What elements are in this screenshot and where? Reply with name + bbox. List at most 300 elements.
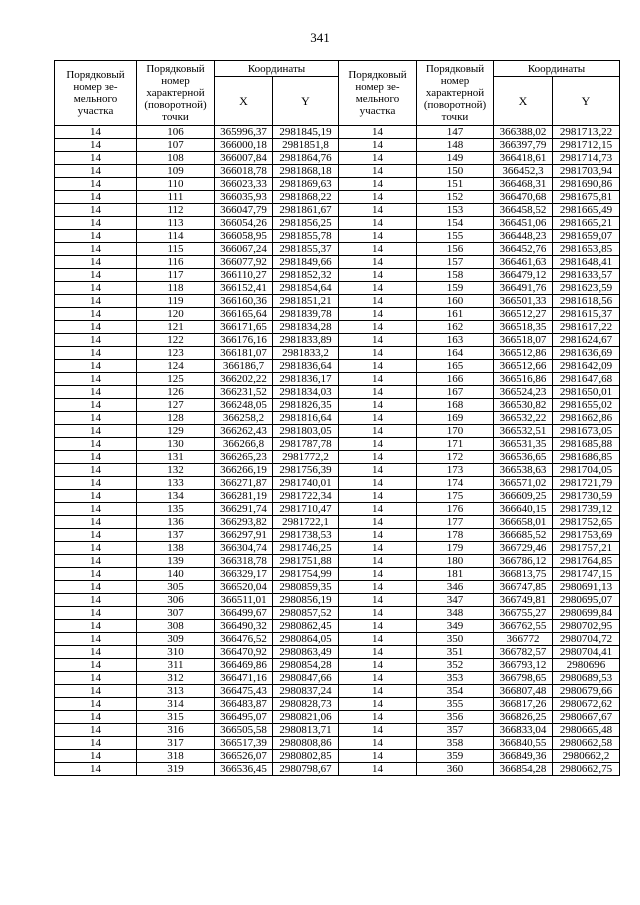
x-coordinate-cell: 366516,86	[494, 373, 553, 386]
y-coordinate-cell: 2981633,57	[553, 269, 620, 282]
x-coordinate-cell: 366536,45	[215, 763, 273, 776]
x-coordinate-cell: 366110,27	[215, 269, 273, 282]
point-number-cell: 111	[137, 191, 215, 204]
x-coordinate-cell: 366817,26	[494, 698, 553, 711]
parcel-number-cell: 14	[55, 152, 137, 165]
x-coordinate-cell: 366007,84	[215, 152, 273, 165]
x-coordinate-cell: 366532,51	[494, 425, 553, 438]
point-number-cell: 157	[417, 256, 494, 269]
table-row	[55, 321, 620, 334]
point-number-cell: 311	[137, 659, 215, 672]
y-coordinate-cell: 2981721,79	[553, 477, 620, 490]
parcel-number-cell: 14	[339, 607, 417, 620]
y-coordinate-cell: 2981864,76	[273, 152, 339, 165]
table-row	[55, 711, 620, 724]
x-coordinate-cell: 366793,12	[494, 659, 553, 672]
y-coordinate-cell: 2981856,25	[273, 217, 339, 230]
page-number: 341	[310, 30, 330, 45]
table-row	[55, 607, 620, 620]
parcel-number-cell: 14	[55, 659, 137, 672]
y-coordinate-cell: 2981757,21	[553, 542, 620, 555]
y-coordinate-cell: 2980863,49	[273, 646, 339, 659]
point-number-cell: 346	[417, 581, 494, 594]
point-number-cell: 126	[137, 386, 215, 399]
parcel-number-cell: 14	[55, 295, 137, 308]
parcel-number-cell: 14	[55, 646, 137, 659]
parcel-number-cell: 14	[339, 711, 417, 724]
point-number-cell: 357	[417, 724, 494, 737]
x-coordinate-cell: 366755,27	[494, 607, 553, 620]
x-coordinate-cell: 366023,33	[215, 178, 273, 191]
x-coordinate-cell: 366479,12	[494, 269, 553, 282]
parcel-number-cell: 14	[55, 204, 137, 217]
point-number-cell: 358	[417, 737, 494, 750]
parcel-number-cell: 14	[55, 568, 137, 581]
parcel-number-cell: 14	[55, 360, 137, 373]
y-coordinate-cell: 2981623,59	[553, 282, 620, 295]
y-coordinate-cell: 2981712,15	[553, 139, 620, 152]
parcel-number-cell: 14	[339, 126, 417, 139]
parcel-number-cell: 14	[339, 698, 417, 711]
x-coordinate-cell: 366165,64	[215, 308, 273, 321]
point-number-cell: 360	[417, 763, 494, 776]
parcel-number-cell: 14	[339, 646, 417, 659]
point-number-cell: 310	[137, 646, 215, 659]
point-number-cell: 180	[417, 555, 494, 568]
y-coordinate-cell: 2981648,41	[553, 256, 620, 269]
header-y: Y	[553, 77, 620, 126]
x-coordinate-cell: 366452,3	[494, 165, 553, 178]
x-coordinate-cell: 366826,25	[494, 711, 553, 724]
y-coordinate-cell: 2980798,67	[273, 763, 339, 776]
y-coordinate-cell: 2980662,75	[553, 763, 620, 776]
x-coordinate-cell: 366495,07	[215, 711, 273, 724]
y-coordinate-cell: 2981803,05	[273, 425, 339, 438]
point-number-cell: 134	[137, 490, 215, 503]
x-coordinate-cell: 366461,63	[494, 256, 553, 269]
table-row	[55, 191, 620, 204]
table-row	[55, 425, 620, 438]
x-coordinate-cell: 366397,79	[494, 139, 553, 152]
table-body	[55, 126, 620, 776]
y-coordinate-cell: 2981722,1	[273, 516, 339, 529]
x-coordinate-cell: 366077,92	[215, 256, 273, 269]
y-coordinate-cell: 2980679,66	[553, 685, 620, 698]
header-coordinates: Координаты	[215, 61, 339, 77]
y-coordinate-cell: 2981836,64	[273, 360, 339, 373]
y-coordinate-cell: 2980828,73	[273, 698, 339, 711]
x-coordinate-cell: 366248,05	[215, 399, 273, 412]
x-coordinate-cell: 366448,23	[494, 230, 553, 243]
point-number-cell: 165	[417, 360, 494, 373]
x-coordinate-cell: 366530,82	[494, 399, 553, 412]
table-row	[55, 178, 620, 191]
parcel-number-cell: 14	[339, 425, 417, 438]
y-coordinate-cell: 2981740,01	[273, 477, 339, 490]
point-number-cell: 127	[137, 399, 215, 412]
point-number-cell: 123	[137, 347, 215, 360]
x-coordinate-cell: 366526,07	[215, 750, 273, 763]
x-coordinate-cell: 366469,86	[215, 659, 273, 672]
point-number-cell: 148	[417, 139, 494, 152]
parcel-number-cell: 14	[339, 321, 417, 334]
parcel-number-cell: 14	[339, 503, 417, 516]
point-number-cell: 158	[417, 269, 494, 282]
parcel-number-cell: 14	[55, 750, 137, 763]
y-coordinate-cell: 2981746,25	[273, 542, 339, 555]
parcel-number-cell: 14	[339, 178, 417, 191]
parcel-number-cell: 14	[55, 178, 137, 191]
parcel-number-cell: 14	[339, 594, 417, 607]
y-coordinate-cell: 2981754,99	[273, 568, 339, 581]
parcel-number-cell: 14	[55, 243, 137, 256]
table-row	[55, 568, 620, 581]
point-number-cell: 168	[417, 399, 494, 412]
point-number-cell: 122	[137, 334, 215, 347]
x-coordinate-cell: 366054,26	[215, 217, 273, 230]
header-x: X	[494, 77, 553, 126]
point-number-cell: 108	[137, 152, 215, 165]
point-number-cell: 149	[417, 152, 494, 165]
parcel-number-cell: 14	[339, 451, 417, 464]
point-number-cell: 161	[417, 308, 494, 321]
point-number-cell: 308	[137, 620, 215, 633]
table-row	[55, 464, 620, 477]
point-number-cell: 160	[417, 295, 494, 308]
x-coordinate-cell: 366517,39	[215, 737, 273, 750]
x-coordinate-cell: 366058,95	[215, 230, 273, 243]
point-number-cell: 347	[417, 594, 494, 607]
y-coordinate-cell: 2981722,34	[273, 490, 339, 503]
x-coordinate-cell: 366483,87	[215, 698, 273, 711]
point-number-cell: 169	[417, 412, 494, 425]
y-coordinate-cell: 2981665,21	[553, 217, 620, 230]
y-coordinate-cell: 2981834,03	[273, 386, 339, 399]
parcel-number-cell: 14	[55, 529, 137, 542]
x-coordinate-cell: 366518,35	[494, 321, 553, 334]
point-number-cell: 138	[137, 542, 215, 555]
x-coordinate-cell: 366685,52	[494, 529, 553, 542]
table-row	[55, 633, 620, 646]
y-coordinate-cell: 2981647,68	[553, 373, 620, 386]
x-coordinate-cell: 366786,12	[494, 555, 553, 568]
y-coordinate-cell: 2981834,28	[273, 321, 339, 334]
parcel-number-cell: 14	[55, 763, 137, 776]
parcel-number-cell: 14	[339, 230, 417, 243]
x-coordinate-cell: 366762,55	[494, 620, 553, 633]
y-coordinate-cell: 2980864,05	[273, 633, 339, 646]
table-row	[55, 763, 620, 776]
table-row	[55, 152, 620, 165]
y-coordinate-cell: 2981753,69	[553, 529, 620, 542]
point-number-cell: 318	[137, 750, 215, 763]
parcel-number-cell: 14	[55, 308, 137, 321]
point-number-cell: 150	[417, 165, 494, 178]
x-coordinate-cell: 366512,86	[494, 347, 553, 360]
table-row	[55, 737, 620, 750]
parcel-number-cell: 14	[55, 139, 137, 152]
parcel-number-cell: 14	[339, 139, 417, 152]
table-row	[55, 295, 620, 308]
parcel-number-cell: 14	[55, 477, 137, 490]
y-coordinate-cell: 2980667,67	[553, 711, 620, 724]
y-coordinate-cell: 2981675,81	[553, 191, 620, 204]
parcel-number-cell: 14	[55, 581, 137, 594]
parcel-number-cell: 14	[339, 529, 417, 542]
point-number-cell: 354	[417, 685, 494, 698]
point-number-cell: 136	[137, 516, 215, 529]
point-number-cell: 109	[137, 165, 215, 178]
point-number-cell: 176	[417, 503, 494, 516]
point-number-cell: 106	[137, 126, 215, 139]
x-coordinate-cell: 366329,17	[215, 568, 273, 581]
parcel-number-cell: 14	[55, 607, 137, 620]
table-row	[55, 217, 620, 230]
parcel-number-cell: 14	[55, 230, 137, 243]
y-coordinate-cell: 2981851,8	[273, 139, 339, 152]
x-coordinate-cell: 366538,63	[494, 464, 553, 477]
header-point-number: Порядковый номер характерной (поворотной) точки	[417, 61, 494, 126]
point-number-cell: 133	[137, 477, 215, 490]
parcel-number-cell: 14	[55, 399, 137, 412]
y-coordinate-cell: 2981690,86	[553, 178, 620, 191]
point-number-cell: 312	[137, 672, 215, 685]
x-coordinate-cell: 366258,2	[215, 412, 273, 425]
x-coordinate-cell: 366471,16	[215, 672, 273, 685]
point-number-cell: 110	[137, 178, 215, 191]
y-coordinate-cell: 2981855,78	[273, 230, 339, 243]
x-coordinate-cell: 366609,25	[494, 490, 553, 503]
point-number-cell: 164	[417, 347, 494, 360]
point-number-cell: 314	[137, 698, 215, 711]
point-number-cell: 159	[417, 282, 494, 295]
parcel-number-cell: 14	[55, 490, 137, 503]
x-coordinate-cell: 366833,04	[494, 724, 553, 737]
x-coordinate-cell: 366512,27	[494, 308, 553, 321]
table-row	[55, 282, 620, 295]
x-coordinate-cell: 366000,18	[215, 139, 273, 152]
point-number-cell: 350	[417, 633, 494, 646]
parcel-number-cell: 14	[55, 425, 137, 438]
point-number-cell: 162	[417, 321, 494, 334]
parcel-number-cell: 14	[339, 542, 417, 555]
x-coordinate-cell: 366840,55	[494, 737, 553, 750]
parcel-number-cell: 14	[339, 581, 417, 594]
y-coordinate-cell: 2981851,21	[273, 295, 339, 308]
parcel-number-cell: 14	[55, 412, 137, 425]
y-coordinate-cell: 2980704,72	[553, 633, 620, 646]
table-row	[55, 269, 620, 282]
x-coordinate-cell: 366418,61	[494, 152, 553, 165]
point-number-cell: 351	[417, 646, 494, 659]
point-number-cell: 305	[137, 581, 215, 594]
parcel-number-cell: 14	[339, 243, 417, 256]
point-number-cell: 307	[137, 607, 215, 620]
x-coordinate-cell: 366476,52	[215, 633, 273, 646]
point-number-cell: 309	[137, 633, 215, 646]
y-coordinate-cell: 2981653,85	[553, 243, 620, 256]
parcel-number-cell: 14	[339, 672, 417, 685]
y-coordinate-cell: 2980704,41	[553, 646, 620, 659]
x-coordinate-cell: 366451,06	[494, 217, 553, 230]
parcel-number-cell: 14	[55, 620, 137, 633]
x-coordinate-cell: 366490,32	[215, 620, 273, 633]
x-coordinate-cell: 366520,04	[215, 581, 273, 594]
x-coordinate-cell: 366747,85	[494, 581, 553, 594]
x-coordinate-cell: 365996,37	[215, 126, 273, 139]
x-coordinate-cell: 366202,22	[215, 373, 273, 386]
table-row	[55, 438, 620, 451]
table-row	[55, 334, 620, 347]
point-number-cell: 171	[417, 438, 494, 451]
y-coordinate-cell: 2981849,66	[273, 256, 339, 269]
parcel-number-cell: 14	[339, 360, 417, 373]
parcel-number-cell: 14	[339, 685, 417, 698]
parcel-number-cell: 14	[339, 165, 417, 178]
table-row	[55, 308, 620, 321]
y-coordinate-cell: 2980821,06	[273, 711, 339, 724]
point-number-cell: 179	[417, 542, 494, 555]
point-number-cell: 313	[137, 685, 215, 698]
parcel-number-cell: 14	[339, 633, 417, 646]
x-coordinate-cell: 366186,7	[215, 360, 273, 373]
parcel-number-cell: 14	[339, 256, 417, 269]
y-coordinate-cell: 2981868,22	[273, 191, 339, 204]
table-row	[55, 620, 620, 633]
parcel-number-cell: 14	[339, 516, 417, 529]
parcel-number-cell: 14	[339, 282, 417, 295]
parcel-number-cell: 14	[55, 724, 137, 737]
y-coordinate-cell: 2981714,73	[553, 152, 620, 165]
y-coordinate-cell: 2980662,2	[553, 750, 620, 763]
x-coordinate-cell: 366304,74	[215, 542, 273, 555]
y-coordinate-cell: 2980689,53	[553, 672, 620, 685]
parcel-number-cell: 14	[55, 698, 137, 711]
table-row	[55, 490, 620, 503]
y-coordinate-cell: 2981615,37	[553, 308, 620, 321]
parcel-number-cell: 14	[339, 568, 417, 581]
y-coordinate-cell: 2981826,35	[273, 399, 339, 412]
table-row	[55, 542, 620, 555]
y-coordinate-cell: 2980847,66	[273, 672, 339, 685]
x-coordinate-cell: 366035,93	[215, 191, 273, 204]
table-row	[55, 139, 620, 152]
parcel-number-cell: 14	[55, 269, 137, 282]
point-number-cell: 152	[417, 191, 494, 204]
point-number-cell: 167	[417, 386, 494, 399]
parcel-number-cell: 14	[55, 347, 137, 360]
point-number-cell: 114	[137, 230, 215, 243]
y-coordinate-cell: 2981730,59	[553, 490, 620, 503]
point-number-cell: 139	[137, 555, 215, 568]
x-coordinate-cell: 366271,87	[215, 477, 273, 490]
parcel-number-cell: 14	[339, 399, 417, 412]
parcel-number-cell: 14	[339, 347, 417, 360]
table-row	[55, 399, 620, 412]
y-coordinate-cell: 2980859,35	[273, 581, 339, 594]
x-coordinate-cell: 366729,46	[494, 542, 553, 555]
x-coordinate-cell: 366658,01	[494, 516, 553, 529]
table-row	[55, 555, 620, 568]
y-coordinate-cell: 2980662,58	[553, 737, 620, 750]
parcel-number-cell: 14	[55, 685, 137, 698]
table-row	[55, 165, 620, 178]
point-number-cell: 151	[417, 178, 494, 191]
point-number-cell: 353	[417, 672, 494, 685]
table-row	[55, 659, 620, 672]
x-coordinate-cell: 366231,52	[215, 386, 273, 399]
header-y: Y	[273, 77, 339, 126]
table-row	[55, 204, 620, 217]
y-coordinate-cell: 2981636,69	[553, 347, 620, 360]
table-row	[55, 477, 620, 490]
y-coordinate-cell: 2981685,88	[553, 438, 620, 451]
y-coordinate-cell: 2981752,65	[553, 516, 620, 529]
point-number-cell: 120	[137, 308, 215, 321]
point-number-cell: 118	[137, 282, 215, 295]
point-number-cell: 348	[417, 607, 494, 620]
y-coordinate-cell: 2981686,85	[553, 451, 620, 464]
x-coordinate-cell: 366152,41	[215, 282, 273, 295]
x-coordinate-cell: 366470,68	[494, 191, 553, 204]
y-coordinate-cell: 2981662,86	[553, 412, 620, 425]
point-number-cell: 131	[137, 451, 215, 464]
table-row	[55, 529, 620, 542]
y-coordinate-cell: 2981665,49	[553, 204, 620, 217]
x-coordinate-cell: 366262,43	[215, 425, 273, 438]
x-coordinate-cell: 366265,23	[215, 451, 273, 464]
y-coordinate-cell: 2981869,63	[273, 178, 339, 191]
point-number-cell: 155	[417, 230, 494, 243]
point-number-cell: 117	[137, 269, 215, 282]
point-number-cell: 119	[137, 295, 215, 308]
parcel-number-cell: 14	[339, 724, 417, 737]
y-coordinate-cell: 2981710,47	[273, 503, 339, 516]
x-coordinate-cell: 366772	[494, 633, 553, 646]
y-coordinate-cell: 2981673,05	[553, 425, 620, 438]
x-coordinate-cell: 366571,02	[494, 477, 553, 490]
x-coordinate-cell: 366475,43	[215, 685, 273, 698]
parcel-number-cell: 14	[55, 191, 137, 204]
parcel-number-cell: 14	[339, 464, 417, 477]
parcel-number-cell: 14	[339, 269, 417, 282]
table-row	[55, 724, 620, 737]
x-coordinate-cell: 366388,02	[494, 126, 553, 139]
x-coordinate-cell: 366512,66	[494, 360, 553, 373]
x-coordinate-cell: 366640,15	[494, 503, 553, 516]
parcel-number-cell: 14	[339, 737, 417, 750]
x-coordinate-cell: 366798,65	[494, 672, 553, 685]
point-number-cell: 112	[137, 204, 215, 217]
x-coordinate-cell: 366499,67	[215, 607, 273, 620]
x-coordinate-cell: 366018,78	[215, 165, 273, 178]
parcel-number-cell: 14	[339, 763, 417, 776]
y-coordinate-cell: 2981787,78	[273, 438, 339, 451]
x-coordinate-cell: 366749,81	[494, 594, 553, 607]
parcel-number-cell: 14	[339, 204, 417, 217]
table-row	[55, 516, 620, 529]
y-coordinate-cell: 2981751,88	[273, 555, 339, 568]
table-row	[55, 581, 620, 594]
point-number-cell: 153	[417, 204, 494, 217]
parcel-number-cell: 14	[339, 477, 417, 490]
parcel-number-cell: 14	[55, 542, 137, 555]
y-coordinate-cell: 2980691,13	[553, 581, 620, 594]
x-coordinate-cell: 366452,76	[494, 243, 553, 256]
point-number-cell: 356	[417, 711, 494, 724]
y-coordinate-cell: 2981836,17	[273, 373, 339, 386]
point-number-cell: 166	[417, 373, 494, 386]
